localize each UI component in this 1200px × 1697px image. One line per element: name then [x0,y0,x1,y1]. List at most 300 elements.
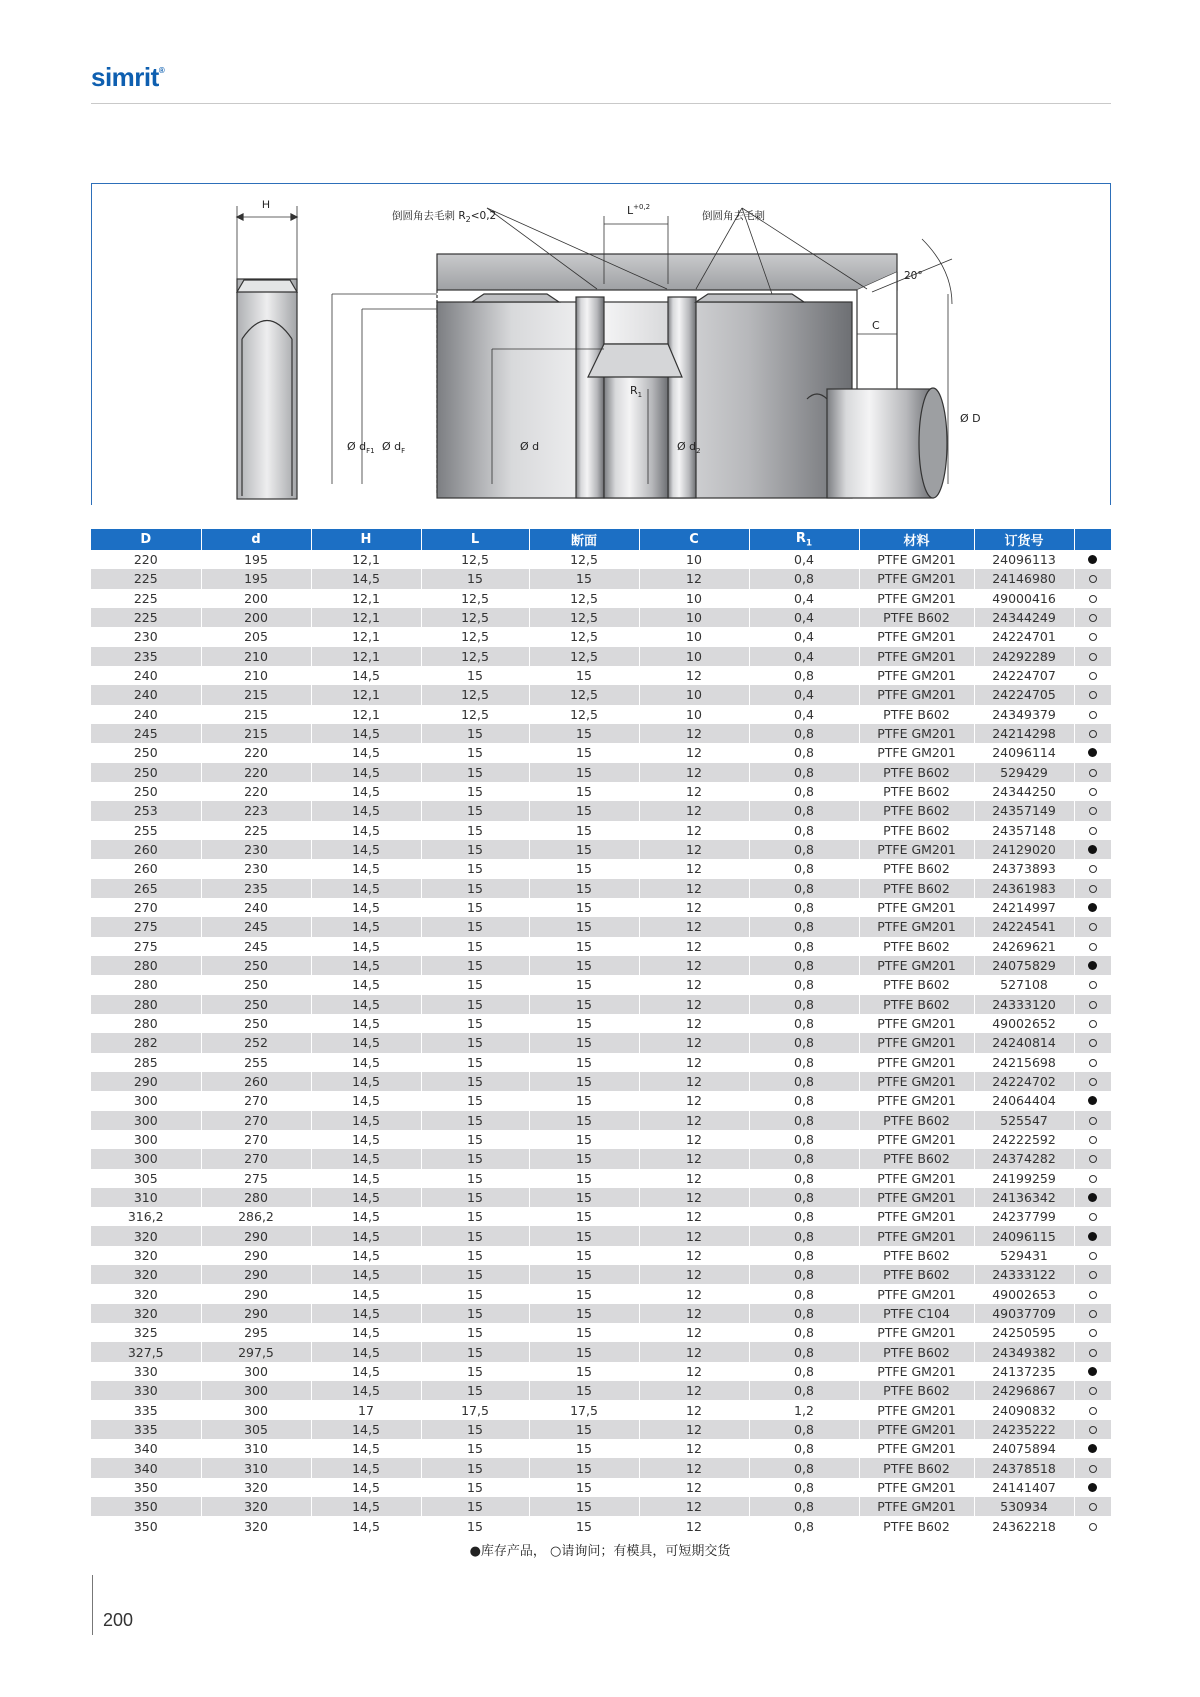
availability-cell [1074,685,1111,704]
table-cell: 15 [529,801,639,820]
table-cell: PTFE B602 [859,608,974,627]
table-cell: 230 [91,627,201,646]
availability-cell [1074,1304,1111,1323]
in-stock-icon [1088,1193,1097,1202]
table-cell: 330 [91,1381,201,1400]
table-cell: PTFE B602 [859,782,974,801]
table-cell: 0,8 [749,1439,859,1458]
table-cell: 24075829 [974,956,1074,975]
table-cell: 245 [201,937,311,956]
table-cell: PTFE B602 [859,763,974,782]
table-cell: 240 [91,685,201,704]
table-row [91,647,1111,666]
table-cell: 24296867 [974,1381,1074,1400]
table-cell: 0,8 [749,1226,859,1245]
availability-cell [1074,569,1111,588]
table-cell: 24224705 [974,685,1074,704]
availability-cell [1074,956,1111,975]
availability-cell [1074,1342,1111,1361]
table-cell: 12 [639,1458,749,1477]
table-cell: 49002652 [974,1014,1074,1033]
on-request-icon [1089,1252,1097,1260]
availability-cell [1074,705,1111,724]
table-cell: 15 [421,1111,529,1130]
table-cell: 290 [91,1072,201,1091]
availability-cell [1074,1226,1111,1245]
on-request-icon [1089,865,1097,873]
table-cell: 0,8 [749,859,859,878]
table-cell: 15 [529,569,639,588]
table-cell: 15 [421,1169,529,1188]
availability-cell [1074,666,1111,685]
table-row [91,1207,1111,1226]
table-cell: 12 [639,1400,749,1419]
table-cell: 0,8 [749,1362,859,1381]
table-row [91,743,1111,762]
table-cell: 12 [639,1169,749,1188]
table-cell: 12 [639,724,749,743]
table-row [91,1169,1111,1188]
table-cell: 12 [639,1323,749,1342]
table-row [91,1053,1111,1072]
on-request-icon [1089,1078,1097,1086]
on-request-icon [1089,1271,1097,1279]
table-cell: 14,5 [311,724,421,743]
table-row [91,1304,1111,1323]
table-cell: 0,8 [749,1091,859,1110]
table-cell: 12 [639,666,749,685]
table-cell: 15 [529,1478,639,1497]
table-cell: 15 [529,1072,639,1091]
table-cell: 14,5 [311,1497,421,1516]
table-cell: 24224541 [974,917,1074,936]
availability-cell [1074,1439,1111,1458]
table-row [91,685,1111,704]
table-cell: 14,5 [311,1478,421,1497]
table-cell: 340 [91,1439,201,1458]
table-cell: 0,8 [749,879,859,898]
table-row [91,1130,1111,1149]
table-cell: 49037709 [974,1304,1074,1323]
table-cell: PTFE GM201 [859,1323,974,1342]
table-cell: 15 [421,1516,529,1535]
table-cell: 12 [639,1149,749,1168]
table-cell: 280 [201,1188,311,1207]
table-cell: 15 [529,1033,639,1052]
table-cell: 230 [201,859,311,878]
col-D: D [91,529,201,550]
table-cell: PTFE B602 [859,821,974,840]
table-cell: 0,4 [749,705,859,724]
availability-cell [1074,1169,1111,1188]
table-cell: 15 [421,1246,529,1265]
page-number-rule [92,1575,93,1635]
table-cell: 12 [639,995,749,1014]
table-row [91,937,1111,956]
table-cell: 10 [639,608,749,627]
table-cell: 15 [529,1188,639,1207]
table-cell: 350 [91,1478,201,1497]
table-cell: 260 [91,840,201,859]
table-cell: 15 [529,1342,639,1361]
table-cell: 320 [201,1478,311,1497]
label-dF: Ø $d_F$ [382,440,406,455]
table-cell: PTFE GM201 [859,569,974,588]
table-cell: 1,2 [749,1400,859,1419]
table-cell: 12 [639,917,749,936]
table-cell: 15 [421,1033,529,1052]
table-cell: 0,8 [749,1188,859,1207]
table-cell: 17,5 [421,1400,529,1419]
table-cell: 12,5 [529,608,639,627]
on-request-icon [1089,1117,1097,1125]
table-cell: 290 [201,1226,311,1245]
table-cell: 15 [421,724,529,743]
table-cell: 240 [91,666,201,685]
table-cell: 14,5 [311,1381,421,1400]
table-cell: 14,5 [311,1304,421,1323]
table-cell: 195 [201,550,311,569]
table-cell: 0,8 [749,1014,859,1033]
table-cell: 15 [421,1420,529,1439]
in-stock-icon [1088,1096,1097,1105]
on-request-icon [1089,1503,1097,1511]
table-cell: 0,8 [749,569,859,588]
table-cell: 12 [639,569,749,588]
table-cell: 0,8 [749,1304,859,1323]
table-cell: 12 [639,1014,749,1033]
table-cell: 250 [201,956,311,975]
table-cell: PTFE B602 [859,1149,974,1168]
table-cell: 0,8 [749,1381,859,1400]
table-cell: 14,5 [311,1111,421,1130]
table-row [91,801,1111,820]
table-cell: 12 [639,1111,749,1130]
table-cell: PTFE GM201 [859,840,974,859]
table-cell: 200 [201,608,311,627]
table-cell: 15 [529,743,639,762]
table-row [91,879,1111,898]
table-cell: 14,5 [311,1439,421,1458]
table-cell: 0,4 [749,589,859,608]
table-cell: 235 [201,879,311,898]
table-cell: 14,5 [311,1072,421,1091]
table-cell: 0,8 [749,956,859,975]
table-cell: 24357148 [974,821,1074,840]
table-cell: 0,8 [749,1342,859,1361]
table-cell: 14,5 [311,763,421,782]
availability-cell [1074,1265,1111,1284]
brand-logo [91,62,164,93]
label-H: H [262,199,270,211]
table-cell: 24096114 [974,743,1074,762]
table-cell: 15 [529,1362,639,1381]
table-cell: 12,5 [529,647,639,666]
table-cell: PTFE GM201 [859,1226,974,1245]
table-cell: 15 [421,917,529,936]
on-request-icon [1089,1349,1097,1357]
table-cell: 24075894 [974,1439,1074,1458]
availability-cell [1074,1014,1111,1033]
table-row [91,1381,1111,1400]
table-cell: 15 [529,763,639,782]
table-row [91,763,1111,782]
table-cell: 14,5 [311,782,421,801]
table-cell: 14,5 [311,1265,421,1284]
table-cell: 530934 [974,1497,1074,1516]
table-cell: 24090832 [974,1400,1074,1419]
table-cell: 14,5 [311,995,421,1014]
table-cell: 286,2 [201,1207,311,1226]
table-cell: 0,8 [749,1033,859,1052]
table-cell: 0,8 [749,1130,859,1149]
table-cell: 300 [201,1362,311,1381]
table-row [91,1478,1111,1497]
table-cell: 17,5 [529,1400,639,1419]
table-cell: 15 [529,782,639,801]
table-cell: 10 [639,705,749,724]
table-cell: 15 [529,1130,639,1149]
table-cell: 0,8 [749,821,859,840]
table-cell: 15 [529,1516,639,1535]
table-cell: 12 [639,975,749,994]
table-cell: 12 [639,1439,749,1458]
table-cell: 270 [201,1149,311,1168]
on-request-icon [1089,943,1097,951]
availability-cell [1074,1053,1111,1072]
table-cell: 14,5 [311,1091,421,1110]
table-cell: 275 [91,937,201,956]
table-cell: PTFE GM201 [859,1072,974,1091]
table-cell: 250 [91,782,201,801]
table-cell: 15 [529,898,639,917]
header-divider [91,103,1111,104]
table-cell: 0,8 [749,724,859,743]
table-cell: 253 [91,801,201,820]
table-cell: PTFE B602 [859,995,974,1014]
table-cell: 24269621 [974,937,1074,956]
on-request-icon [1089,885,1097,893]
on-request-icon [1089,923,1097,931]
table-cell: 0,8 [749,1053,859,1072]
table-cell: 215 [201,685,311,704]
table-cell: 12,1 [311,705,421,724]
table-cell: 15 [421,1284,529,1303]
table-cell: 0,8 [749,763,859,782]
on-request-icon [1089,730,1097,738]
table-cell: 252 [201,1033,311,1052]
table-cell: 15 [421,763,529,782]
table-cell: 15 [421,821,529,840]
table-row [91,995,1111,1014]
table-cell: 15 [529,1265,639,1284]
table-cell: 320 [201,1497,311,1516]
on-request-icon [1089,614,1097,622]
table-cell: 305 [91,1169,201,1188]
table-cell: 297,5 [201,1342,311,1361]
table-cell: 200 [201,589,311,608]
col-H: H [311,529,421,550]
table-cell: 24349379 [974,705,1074,724]
table-cell: PTFE GM201 [859,1362,974,1381]
table-cell: 15 [421,1130,529,1149]
table-cell: 0,4 [749,647,859,666]
table-cell: 12 [639,1478,749,1497]
table-cell: PTFE B602 [859,1111,974,1130]
table-cell: 15 [421,1226,529,1245]
table-cell: PTFE B602 [859,1381,974,1400]
table-cell: 24333122 [974,1265,1074,1284]
table-cell: 15 [529,995,639,1014]
table-cell: 310 [201,1439,311,1458]
table-row [91,1284,1111,1303]
table-cell: 12 [639,1304,749,1323]
on-request-icon [1089,1155,1097,1163]
table-cell: 0,8 [749,1246,859,1265]
table-cell: 290 [201,1304,311,1323]
table-cell: 0,8 [749,1207,859,1226]
table-cell: 300 [91,1091,201,1110]
table-cell: PTFE B602 [859,1342,974,1361]
table-cell: 24235222 [974,1420,1074,1439]
table-cell: 10 [639,647,749,666]
table-cell: 15 [421,1265,529,1284]
table-cell: 12 [639,840,749,859]
table-cell: 15 [421,859,529,878]
table-cell: 12 [639,956,749,975]
table-cell: 320 [91,1226,201,1245]
table-cell: 14,5 [311,879,421,898]
table-cell: 15 [529,859,639,878]
table-cell: 320 [91,1304,201,1323]
table-cell: 15 [421,1149,529,1168]
on-request-icon [1089,1213,1097,1221]
table-cell: 225 [91,569,201,588]
label-R1: $R_1$ [630,384,643,399]
col-C: C [639,529,749,550]
availability-cell [1074,879,1111,898]
table-cell: 15 [529,956,639,975]
table-cell: 340 [91,1458,201,1477]
table-cell: 0,8 [749,995,859,1014]
table-cell: 24224702 [974,1072,1074,1091]
table-cell: 24136342 [974,1188,1074,1207]
on-request-icon [1089,1387,1097,1395]
on-request-icon [1089,595,1097,603]
table-cell: 15 [529,840,639,859]
table-cell: 12,5 [421,589,529,608]
availability-cell [1074,1478,1111,1497]
table-cell: PTFE GM201 [859,647,974,666]
table-cell: 15 [421,1342,529,1361]
table-cell: 310 [201,1458,311,1477]
on-request-icon [1089,672,1097,680]
on-request-icon [1089,1465,1097,1473]
table-cell: 15 [529,1246,639,1265]
availability-legend: ●库存产品， ○请询问；有模具，可短期交货 [469,1544,731,1559]
table-cell: 24096113 [974,550,1074,569]
on-request-icon [1089,981,1097,989]
in-stock-icon [1088,555,1097,564]
table-cell: 12,1 [311,550,421,569]
on-request-icon [1089,633,1097,641]
table-cell: 15 [421,975,529,994]
col-cross-section: 断面 [529,529,639,550]
table-cell: 12 [639,879,749,898]
table-cell: 12 [639,821,749,840]
table-cell: 14,5 [311,1053,421,1072]
table-cell: 15 [421,1362,529,1381]
specification-table [91,529,1111,1536]
table-cell: 15 [529,937,639,956]
table-cell: 195 [201,569,311,588]
table-cell: 15 [529,1284,639,1303]
table-cell: 240 [91,705,201,724]
table-cell: 0,8 [749,743,859,762]
table-cell: 14,5 [311,859,421,878]
table-cell: PTFE GM201 [859,1130,974,1149]
table-row [91,956,1111,975]
table-cell: 230 [201,840,311,859]
table-cell: 15 [529,1207,639,1226]
table-cell: 15 [421,1323,529,1342]
table-cell: 12 [639,1342,749,1361]
in-stock-icon [1088,748,1097,757]
brand-name: simrit [91,62,159,92]
availability-cell [1074,1400,1111,1419]
table-cell: 265 [91,879,201,898]
table-cell: PTFE GM201 [859,1439,974,1458]
table-cell: 12 [639,1226,749,1245]
table-row [91,1400,1111,1419]
on-request-icon [1089,653,1097,661]
availability-cell [1074,782,1111,801]
page-number: 200 [103,1610,134,1630]
on-request-icon [1089,1329,1097,1337]
table-cell: 0,8 [749,1284,859,1303]
table-cell: 205 [201,627,311,646]
table-cell: PTFE B602 [859,1516,974,1535]
table-cell: 24141407 [974,1478,1074,1497]
availability-cell [1074,1033,1111,1052]
table-cell: 12,5 [421,685,529,704]
in-stock-icon [1088,903,1097,912]
table-cell: 24361983 [974,879,1074,898]
in-stock-icon [1088,845,1097,854]
table-cell: 12,5 [529,589,639,608]
table-cell: 15 [421,1014,529,1033]
table-cell: 15 [529,1091,639,1110]
table-cell: 290 [201,1284,311,1303]
on-request-icon [1089,807,1097,815]
on-request-icon [1089,827,1097,835]
table-cell: 335 [91,1420,201,1439]
table-cell: PTFE GM201 [859,956,974,975]
label-chamfer-right: 倒圆角去毛刺 [702,210,765,222]
table-cell: PTFE GM201 [859,1053,974,1072]
table-cell: 12,5 [529,627,639,646]
table-cell: 220 [91,550,201,569]
table-cell: 250 [201,1014,311,1033]
table-cell: 0,8 [749,1265,859,1284]
table-cell: 24215698 [974,1053,1074,1072]
table-row [91,1188,1111,1207]
table-cell: 24199259 [974,1169,1074,1188]
availability-cell [1074,1381,1111,1400]
table-cell: 0,8 [749,1516,859,1535]
table-cell: 15 [421,1188,529,1207]
table-row [91,569,1111,588]
